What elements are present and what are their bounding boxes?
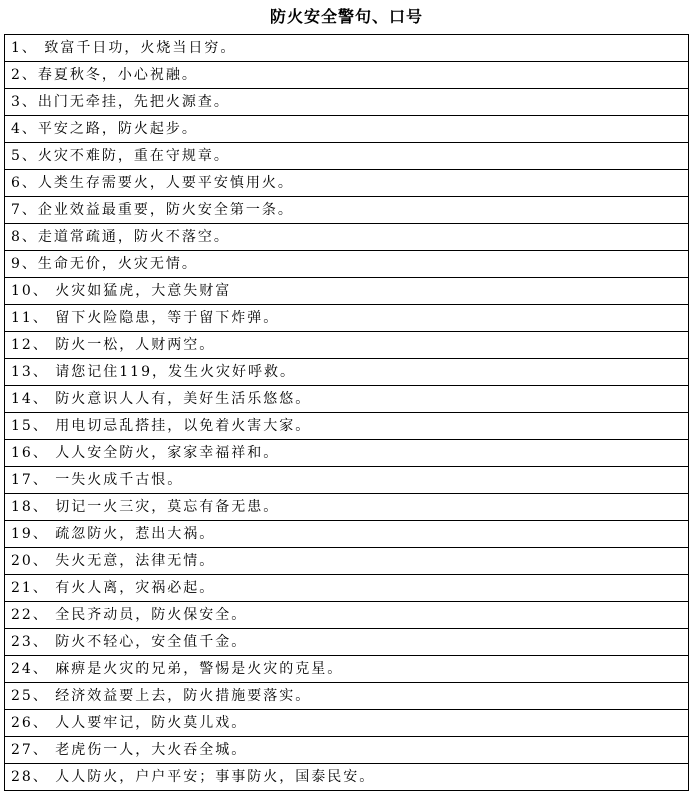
- slogan-row: [5, 575, 689, 602]
- slogan-text: 25、 经济效益要上去，防火措施要落实。: [5, 683, 689, 710]
- slogan-text: 9、生命无价，火灾无情。: [5, 251, 689, 278]
- slogan-text: 8、走道常疏通，防火不落空。: [5, 224, 689, 251]
- slogan-text: 20、 失火无意，法律无情。: [5, 548, 689, 575]
- slogan-text: 13、 请您记住119，发生火灾好呼救。: [5, 359, 689, 386]
- slogan-text: 4、平安之路，防火起步。: [5, 116, 689, 143]
- slogan-row: [5, 629, 689, 656]
- slogan-text: 24、 麻痹是火灾的兄弟，警惕是火灾的克星。: [5, 656, 689, 683]
- slogan-text: 28、 人人防火，户户平安；事事防火，国泰民安。: [5, 764, 689, 791]
- slogan-row: [5, 116, 689, 143]
- slogan-text: 21、 有火人离，灾祸必起。: [5, 575, 689, 602]
- slogan-row: [5, 62, 689, 89]
- document-title: 防火安全警句、口号: [269, 7, 423, 26]
- slogan-text: 12、 防火一松，人财两空。: [5, 332, 689, 359]
- slogan-row: [5, 764, 689, 791]
- slogan-text: 27、 老虎伤一人，大火吞全城。: [5, 737, 689, 764]
- slogan-row: [5, 278, 689, 305]
- slogan-row: [5, 521, 689, 548]
- slogan-text: 19、 疏忽防火，惹出大祸。: [5, 521, 689, 548]
- slogan-row: [5, 224, 689, 251]
- slogan-row: [5, 494, 689, 521]
- slogan-text: 18、 切记一火三灾，莫忘有备无患。: [5, 494, 689, 521]
- slogan-row: [5, 89, 689, 116]
- slogan-text: 1、 致富千日功，火烧当日穷。: [5, 35, 689, 62]
- slogan-text: 7、企业效益最重要，防火安全第一条。: [5, 197, 689, 224]
- slogan-row: [5, 683, 689, 710]
- slogan-row: [5, 710, 689, 737]
- slogan-row: [5, 332, 689, 359]
- slogan-row: [5, 305, 689, 332]
- slogan-text: 6、人类生存需要火，人要平安慎用火。: [5, 170, 689, 197]
- slogan-row: [5, 737, 689, 764]
- slogan-row: [5, 656, 689, 683]
- slogan-text: 15、 用电切忌乱搭挂，以免着火害大家。: [5, 413, 689, 440]
- slogan-row: [5, 440, 689, 467]
- slogan-text: 10、 火灾如猛虎，大意失财富: [5, 278, 689, 305]
- slogan-text: 22、 全民齐动员，防火保安全。: [5, 602, 689, 629]
- slogan-text: 17、 一失火成千古恨。: [5, 467, 689, 494]
- slogan-row: [5, 413, 689, 440]
- slogan-row: [5, 602, 689, 629]
- slogan-text: 3、出门无牵挂，先把火源查。: [5, 89, 689, 116]
- slogan-row: [5, 35, 689, 62]
- slogan-text: 26、 人人要牢记，防火莫儿戏。: [5, 710, 689, 737]
- slogan-text: 14、 防火意识人人有，美好生活乐悠悠。: [5, 386, 689, 413]
- slogan-row: [5, 143, 689, 170]
- slogan-text: 5、火灾不难防，重在守规章。: [5, 143, 689, 170]
- slogan-row: [5, 386, 689, 413]
- slogan-row: [5, 197, 689, 224]
- slogan-row: [5, 467, 689, 494]
- slogan-row: [5, 359, 689, 386]
- slogan-row: [5, 251, 689, 278]
- slogan-text: 23、 防火不轻心，安全值千金。: [5, 629, 689, 656]
- slogan-text: 2、春夏秋冬，小心祝融。: [5, 62, 689, 89]
- slogan-table-body: [5, 35, 689, 791]
- slogan-table: [4, 34, 689, 791]
- slogan-row: [5, 548, 689, 575]
- slogan-text: 16、 人人安全防火，家家幸福祥和。: [5, 440, 689, 467]
- slogan-text: 11、 留下火险隐患，等于留下炸弹。: [5, 305, 689, 332]
- slogan-row: [5, 170, 689, 197]
